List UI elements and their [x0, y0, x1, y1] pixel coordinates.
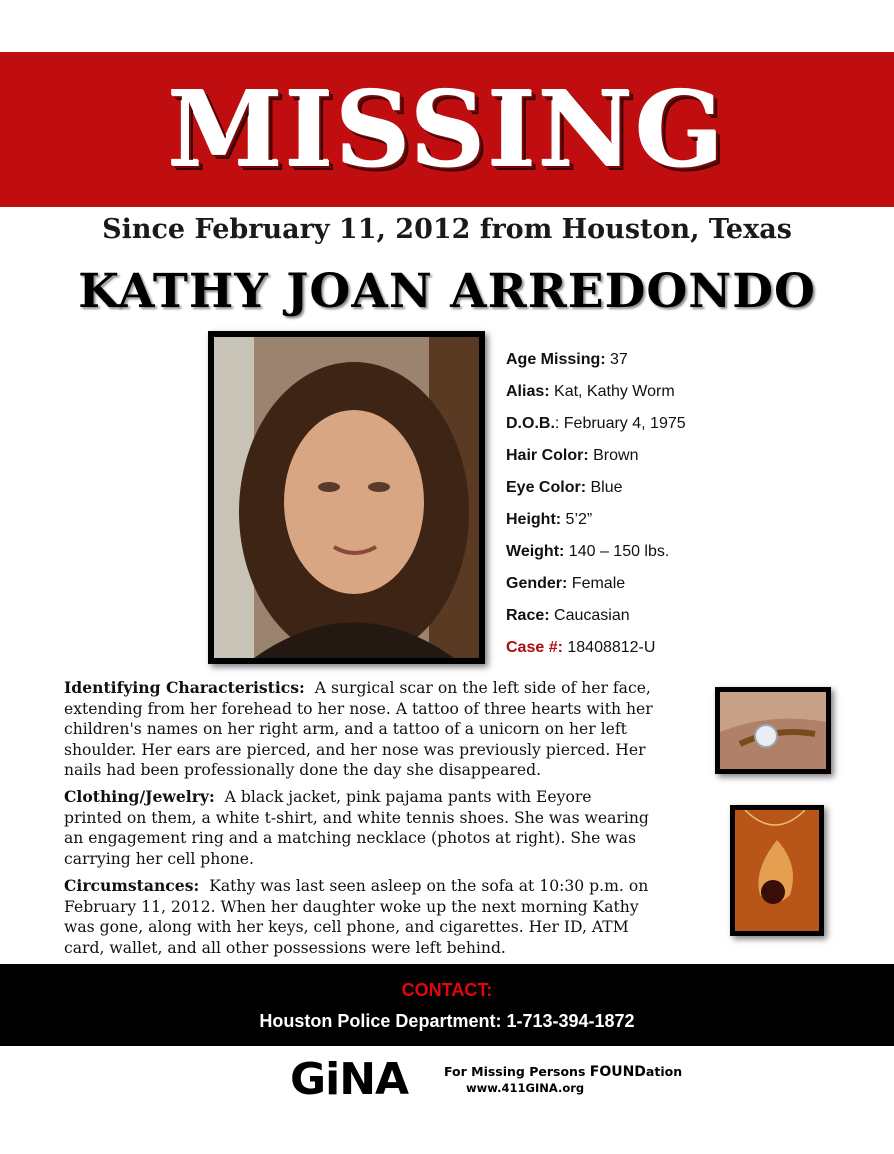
- fact-height: [506, 506, 876, 538]
- fact-value: Blue: [586, 479, 623, 496]
- fact-weight: [506, 538, 876, 570]
- identifying-label: Identifying Characteristics:: [64, 678, 305, 697]
- missing-title: MISSING: [167, 68, 727, 191]
- para-line: was gone, along with her keys, cell phone, and cigarettes. Her ID, ATM: [64, 918, 629, 936]
- fact-label: Eye Color:: [506, 479, 587, 496]
- facts-list: [506, 346, 876, 666]
- fact-label: Weight:: [506, 543, 565, 560]
- tagline-bold: FOUND: [589, 1064, 646, 1080]
- fact-label: Age Missing:: [506, 351, 606, 368]
- identifying-characteristics: [64, 678, 714, 781]
- fact-alias: [506, 378, 876, 410]
- fact-label: Hair Color:: [506, 447, 589, 464]
- fact-value: 140 – 150 lbs.: [564, 543, 670, 560]
- fact-value: 18408812-U: [562, 639, 656, 656]
- para-line: [64, 787, 724, 808]
- portrait-illustration: [214, 337, 479, 658]
- para-text: Kathy was last seen asleep on the sofa at 10:30 p.m. on: [209, 877, 649, 895]
- contact-phone[interactable]: Houston Police Department: 1-713-394-1872: [259, 1011, 635, 1031]
- contact-label: CONTACT:: [401, 980, 493, 1000]
- contact-band: [0, 964, 894, 1046]
- fact-value: Caucasian: [549, 607, 630, 624]
- para-line: [64, 678, 714, 699]
- clothing-jewelry: [64, 787, 724, 869]
- fact-eye-color: [506, 474, 876, 506]
- clothing-label: Clothing/Jewelry:: [64, 787, 215, 806]
- fact-value: 37: [605, 351, 628, 368]
- tagline-post: ation: [645, 1064, 683, 1079]
- para-line: card, wallet, and all other possessions were left behind.: [64, 938, 506, 957]
- fact-gender: [506, 570, 876, 602]
- person-name: KATHY JOAN ARREDONDO: [78, 264, 816, 319]
- necklace-photo: [730, 805, 824, 936]
- circumstances-label: Circumstances:: [64, 876, 200, 895]
- fact-age: [506, 346, 876, 378]
- fact-dob: [506, 410, 876, 442]
- para-line: printed on them, a white t-shirt, and white tennis shoes. She was wearing: [64, 808, 649, 827]
- fact-value: : February 4, 1975: [554, 415, 686, 432]
- gina-logo: GiNA: [290, 1054, 409, 1105]
- para-line: nails had been professionally done the day she disappeared.: [64, 761, 542, 779]
- gina-tagline: [444, 1064, 682, 1080]
- para-line: an engagement ring and a matching necklace (photos at right). She was: [64, 829, 636, 847]
- tagline-pre: For Missing Persons: [444, 1064, 590, 1079]
- fact-label: Gender:: [506, 575, 568, 592]
- fact-label: Alias:: [506, 383, 550, 400]
- para-line: [64, 876, 724, 897]
- fact-label: Height:: [506, 511, 562, 528]
- para-text: A black jacket, pink pajama pants with Eeyore: [224, 788, 592, 806]
- missing-since: Since February 11, 2012 from Houston, Texas: [102, 214, 792, 245]
- circumstances: [64, 876, 724, 958]
- para-line: February 11, 2012. When her daughter woke up the next morning Kathy: [64, 897, 639, 916]
- fact-label: Case #:: [506, 639, 563, 656]
- fact-value: Brown: [588, 447, 639, 464]
- gina-url-link[interactable]: www.411GINA.org: [466, 1081, 585, 1095]
- fact-hair-color: [506, 442, 876, 474]
- necklace-illustration: [735, 810, 819, 931]
- para-line: carrying her cell phone.: [64, 849, 254, 868]
- fact-race: [506, 602, 876, 634]
- person-photo: [208, 331, 485, 664]
- para-line: shoulder. Her ears are pierced, and her nose was previously pierced. Her: [64, 740, 646, 759]
- ring-illustration: [720, 692, 826, 769]
- fact-value: Kat, Kathy Worm: [549, 383, 675, 400]
- fact-value: 5’2”: [561, 511, 593, 528]
- fact-label: D.O.B.: [506, 415, 555, 432]
- ring-photo: [715, 687, 831, 774]
- para-line: children's names on her right arm, and a tattoo of a unicorn on her left: [64, 720, 627, 738]
- para-line: extending from her forehead to her nose. A tattoo of three hearts with her: [64, 699, 653, 718]
- fact-case-number: [506, 634, 876, 666]
- fact-value: Female: [567, 575, 626, 592]
- fact-label: Race:: [506, 607, 550, 624]
- para-text: A surgical scar on the left side of her face,: [314, 679, 651, 697]
